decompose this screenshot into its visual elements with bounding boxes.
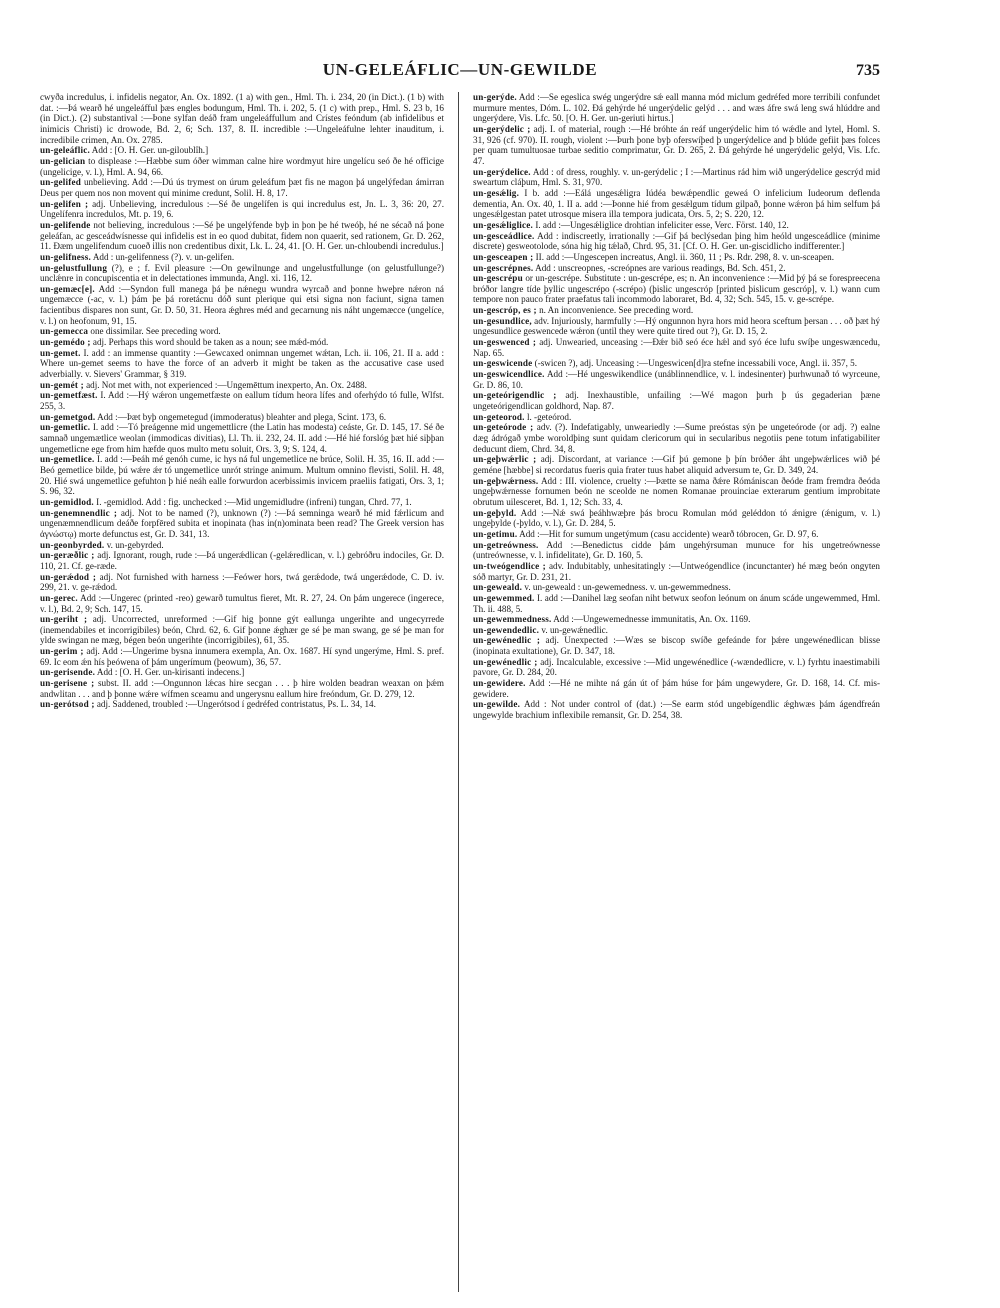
- entry-headword: un-gewidere.: [473, 678, 526, 689]
- entry-definition: Add :—Þæt byþ ongemetegud (immoderatus) bleahter and plega, Scint. 173, 6.: [97, 411, 387, 422]
- entry-definition: subst. II. add :—Ongunnon lǽcas hire secgan . . . þ hire wolden beadran weaxan on þǽm andwlitan . . . and þ þonne wǽre wífmen sceamu and ungerysnu eallum hire freóndum, Gr. D. 279, 12.: [40, 678, 444, 699]
- entry-definition: Add : of dress, roughly. v. un-gerýdelic ; I :—Martinus rád him wið ungerýdelice gescrýd mid sweartum cláþum, Hml. S. 31, 970.: [473, 166, 880, 188]
- dictionary-entry: [473, 540, 880, 561]
- entry-definition: n. An inconvenience. See preceding word.: [539, 305, 694, 316]
- dictionary-entry: [40, 220, 444, 252]
- entry-headword: un-gemet.: [40, 347, 81, 358]
- entry-headword: un-gemecca: [40, 326, 89, 337]
- dictionary-entry: [473, 263, 880, 274]
- dictionary-entry: [40, 92, 444, 145]
- dictionary-entry: [40, 263, 444, 284]
- entry-headword: un-geþwǽrlic ;: [473, 454, 537, 465]
- entry-headword: un-gemét ;: [40, 379, 84, 390]
- dictionary-entry: [473, 625, 880, 636]
- entry-definition: adv. Indubitably, unhesitatingly :—Untweógendlice (incunctanter) hé mæg beón ongyten sóð martyr, Gr. D. 231, 21.: [473, 560, 880, 582]
- entry-headword: un-gemetgod.: [40, 411, 96, 422]
- entry-headword: un-gescróp, es ;: [473, 305, 537, 316]
- entry-definition: Add : [O. H. Ger. un-giloublîh.]: [91, 145, 209, 156]
- entry-definition: I b. add :—Eálá ungesǽligra Iúdéa bewǽpendlic geweá O infelicium Iudeorum deflenda dementia, An. Ox. 40, 1. II a. add :—Þonne hié from gesǽlgum tídum gilpað, þonne wǽron þá him selfum þá ungesǽlgestan patet utrosque misera illa tempora judicata, Ors. 5, 2; S. 220, 12.: [473, 187, 880, 220]
- entry-definition: I. add : an immense quantity :—Gewcaxed onimnan ungemet wǽtan, Lch. ii. 106, 21. II a. add : Where un-gemet seems to have the force of an adverb it might be taken as the accusative case used adverbially. v. Sievers' Grammar, § 319.: [40, 347, 444, 380]
- entry-headword: un-gerýde.: [473, 92, 517, 102]
- dictionary-entry: [473, 220, 880, 231]
- entry-headword: un-getimu.: [473, 528, 518, 539]
- entry-headword: un-gescrépnes.: [473, 262, 534, 273]
- entry-definition: adj. I. of material, rough :—Hé bróhte án reáf ungerýdelic him tó wǽdle and lytel, Homl. S. 31, 926 (cf. 970). II. rough, violent :—Þurh þone byþ oferswíþed þ ungerýdelice and þ blúde gefiit þæs folces per quam tumultuosae turbae seditio comprimatur, Gr. D. 265, 2. Ðá gehýrde hé ungerýdelic gelýd, Vis. Lfc. 47.: [473, 123, 880, 166]
- entry-definition: l. -geteórod.: [526, 411, 572, 422]
- entry-definition: v. un-gewǽnedlic.: [541, 624, 608, 635]
- entry-headword: un-gemetlic.: [40, 422, 91, 433]
- dictionary-entry: [40, 699, 444, 710]
- entry-headword: un-genemnendlic ;: [40, 507, 118, 518]
- dictionary-entry: [40, 550, 444, 571]
- dictionary-entry: [473, 337, 880, 358]
- entry-definition: or un-gescrépe. Substitute : un-gescrépe, es; n. An inconvenience :—Mid þý þá se forespreecena bróðor langre tíde þyllic ungescrépo (-scrépo) (þislic ungescróp [printed þislicum gescróp], v. l.) wann cum tempore non pauco frater praefatus tali incommodo laboraret, Bd. 4, 32; Sch. 545, 15. v. ge-scrépe.: [473, 273, 880, 305]
- dictionary-entry: [473, 92, 880, 124]
- entry-headword: un-gemidlod.: [40, 496, 94, 507]
- dictionary-entry: [40, 678, 444, 699]
- entry-headword: un-geleáflic.: [40, 145, 90, 156]
- entry-definition: I. add :—Ungesǽliglice drohtian infeliciter esse, Verc. Först. 140, 12.: [535, 219, 789, 230]
- entry-headword: un-gerisende.: [40, 667, 96, 678]
- entry-definition: I. -gemidlod. Add : fig. unchecked :—Mid ungemidludre (infreni) tungan, Chrd. 77, 1.: [96, 496, 412, 507]
- entry-definition: adj. Not to be named (?), unknown (?) :—Þá semninga wearð hé mid fǽrlicum and ungenæmnendlicum deáðe forpfēred subita et inopinata (has in(n)ominata been read? The Greek version has ἀγνώστῳ) morte defunctus est, Gr. D. 341, 13.: [40, 507, 444, 539]
- entry-headword: un-gemetlice.: [40, 454, 95, 465]
- entry-definition: I. add :—Þeáh mé genóh cume, ic hys ná ful ungemetlice ne brúce, Solil. H. 35, 16. II. add :—Beó gemetlice bilde, þú wǽre ǽr tó ungemetlice unrót stringe animum. Multum omnino flevisti, Solil. H. 48, 20. Hié swá ungemetlice gefuhton þ hié neáh ealle forwurdon acerbissimis invicem praeliis fatigati, Ors. 3, 1; S. 96, 32.: [40, 454, 444, 497]
- entry-headword: un-getreówness.: [473, 539, 539, 550]
- entry-definition: Add :—Hé ne mihte ná gán út of þám húse for þám ungewydere, Gr. D. 168, 14. Cf. mis-gewidere.: [473, 678, 880, 699]
- entry-definition: to displease :—Hæbbe sum óðer wimman calne hire wordmyut hire ungelícu seó ðe hé officige (ungelicige, v. l.), Hml. A. 94, 66.: [40, 155, 444, 177]
- entry-definition: adv. Injuriously, harmfully :—Hý ongunnon hyra hors mid heora sceftum þersan . . . oð þæt hý ungesundlice geswencede wǽron (until they were quite tired out ?), Gr. D. 15, 2.: [473, 315, 880, 337]
- entry-headword: un-gewemmedness.: [473, 614, 552, 625]
- page-title: UN-GELEÁFLIC—UN-GEWILDE: [322, 60, 598, 79]
- dictionary-entry: [473, 614, 880, 625]
- page-number: 735: [856, 62, 880, 79]
- dictionary-entry: [40, 572, 444, 593]
- entry-definition: adj. Inexhaustible, unfailing :—Wé magon þurh þ ús gegaderian þæne ungeteórigendlican goldhord, Nap. 87.: [473, 390, 880, 412]
- entry-definition: adj. Not met with, not experienced :—Ungemēttum inexperto, An. Ox. 2488.: [86, 379, 367, 390]
- entry-definition: I. Add :—Hý wǽron ungemetfæste on eallum tídum heora lífes and oferhýdo tó fulle, Wlfst. 255, 3.: [40, 390, 444, 412]
- entry-definition: adj. Perhaps this word should be taken as a noun; see mǽd-mód.: [92, 337, 329, 348]
- entry-definition: Add : unscreopnes, -screópnes are various readings, Bd. Sch. 451, 2.: [535, 262, 786, 273]
- dictionary-entry: [473, 188, 880, 220]
- dictionary-entry: [40, 145, 444, 156]
- dictionary-entry: [473, 699, 880, 720]
- entry-headword: un-geriht ;: [40, 614, 88, 625]
- dictionary-entry: [473, 561, 880, 582]
- entry-headword: un-gerótsod ;: [40, 699, 95, 710]
- dictionary-entry: [40, 337, 444, 348]
- entry-definition: Add : III. violence, cruelty :—Þætte se nama ðǽre Rómániscan ðeóde fram fremdra ðeóda ungeþwǽrnesse fornumen beón ne sceolde ne nomen Romanae prouinciae exterarum gentium improbitate obrutum uilesceret, Bd. 1, 12; Sch. 33, 4.: [473, 475, 880, 507]
- dictionary-entry: [473, 167, 880, 188]
- dictionary-entry: [40, 284, 444, 327]
- dictionary-entry: [473, 508, 880, 529]
- dictionary-entry: [473, 231, 880, 252]
- entry-definition: I. add :—Danihel læg seofan niht betwux seofon leónum on ánum scáde ungewemmed, Hml. Th. ii. 488, 5.: [473, 592, 880, 614]
- dictionary-entry: [473, 582, 880, 593]
- column-divider: [458, 92, 459, 1292]
- entry-headword: un-gerýdelic ;: [473, 123, 531, 134]
- entry-definition: Add : indiscreetly, irrationally :—Gif þá beclýsedan þing him heóld ungesceádlice (minime discrete) gesweotolode, sóna hig hig tǽlað, Chrd. 95, 31. [Cf. O. H. Ger. un-giscidlicho indifferenter.]: [473, 230, 880, 252]
- dictionary-entry: [40, 380, 444, 391]
- dictionary-entry: [40, 667, 444, 678]
- entry-definition: I. add :—Tó þreágenne mid ungemettlicre (the Latin has modesta) ceáste, Gr. D. 145, 17. Sé ðe samnað ungemætlice weolan (immodicas divitias), Ll. Th. ii. 232, 24. II. add :—Hé hié forslóg þæt hié siþþan ungemetlicne ege from him hæfde quos multo metu soluit, Ors. 3, 9; S. 124, 4.: [40, 422, 444, 454]
- dictionary-entry: [473, 454, 880, 475]
- entry-definition: cwyða incredulus, i. infidelis negator, An. Ox. 1892. (1 a) with gen., Hml. Th. i. 234, 20 (in Dict.). (1 b) with dat. :—Þá wearð hé ungeleáfful þæs engles bodungum, Hml. Th. i. 202, 5. (1 c) with prep., Hml. S. 23 b, 16 (in Dict.). (2) substantival :—Þone sylfan deáð fram ungeleáffullum and Crístes feóndum (ab infidelibus et inimicis Christi) ic drowode, Bd. 2, 6; Sch. 137, 8. II. incredible :—Ungeleáfulne lehter inauditum, i. incredibile crimen, An. Ox. 2785.: [40, 92, 444, 145]
- dictionary-entry: [40, 156, 444, 177]
- left-column: [40, 92, 444, 1297]
- entry-definition: not believing, incredulous :—Sé þe ungelýfende byþ in þon þe hé tweóþ, hé ne sécað ná þone geleáfan, ac gesceádwísnesse qui infidelis est in eo quod dubitat, fidem non quaerit, sed rationem, Gr. D. 262, 11. Ðæm ungelifendum cuoeð illis non credentibus dixit, Lk. L. 24, 41. [O. H. Ger. un-chloubendi incredulus.]: [40, 219, 444, 252]
- dictionary-entry: [40, 326, 444, 337]
- entry-headword: un-gerisene ;: [40, 678, 95, 689]
- entry-headword: un-gemetfæst.: [40, 390, 98, 401]
- entry-definition: adj. Add :—Ungerime bysna innumera exempla, An. Ox. 1687. Hí synd ungerýme, Hml. S. pref. 69. Ic eom ǽn hís þeówena of þám ungerímum (þeowum), 36, 57.: [40, 646, 444, 667]
- entry-definition: unbelieving. Add :—Dú ús trymest on úrum geleáfum þæt fis ne magon þá ungelýfedan ámirran Deus per quem nos non movent qui minime credunt, Solil. H. 8, 17.: [40, 177, 444, 198]
- dictionary-entry: [473, 678, 880, 699]
- entry-headword: un-gelifed: [40, 177, 82, 188]
- entry-definition: adj. Unwearied, unceasing :—Ðǽr bið seó éce hǽl and syó éce lufu swíþe ungeswæncedu, Nap. 65.: [473, 337, 880, 358]
- dictionary-entry: [40, 348, 444, 380]
- entry-headword: un-gelifness.: [40, 251, 92, 262]
- dictionary-entry: [473, 369, 880, 390]
- entry-headword: un-gelifen ;: [40, 198, 89, 209]
- entry-headword: un-geteórigendlic ;: [473, 390, 557, 401]
- entry-definition: adj. Unexpected :—Wæs se biscop swíðe gefeánde for þǽre ungewénedlican blisse (inopinata exultatione), Gr. D. 347, 18.: [473, 635, 880, 657]
- entry-headword: un-gewilde.: [473, 699, 521, 710]
- entry-headword: un-gerýdelice.: [473, 166, 531, 177]
- entry-definition: (?), e ; f. Evil pleasure :—On gewilnunge and ungelustfullunge (on gelustfullunge?) unclǽnre in concupiscentia et in delectationes immunda, Angl. xi. 116, 12.: [40, 262, 444, 284]
- dictionary-entry: [473, 529, 880, 540]
- entry-headword: un-gelustfullung: [40, 262, 108, 273]
- entry-definition: adj. Unbelieving, incredulous :—Sé ðe ungelífen is qui incredulus est, Jn. L. 3, 36: 20, 27. Ungelífenra incredulos, Mt. p. 19, 6.: [40, 198, 444, 220]
- entry-headword: un-gerim ;: [40, 646, 84, 657]
- right-column: [473, 92, 880, 1297]
- entry-headword: un-geswenced ;: [473, 337, 537, 348]
- entry-headword: un-geræðlic ;: [40, 550, 95, 561]
- entry-headword: un-gemæc[e].: [40, 283, 95, 294]
- entry-definition: adj. Discordant, at variance :—Gif þú gemone þ þín bróðer áht ungeþwǽrlices wið þé geméne [hæbbe] si recordatus fueris quia frater tuus habet aliquid adversum te, Gr. D. 349, 24.: [473, 454, 880, 475]
- entry-headword: un-gesǽliglice.: [473, 219, 534, 230]
- entry-definition: II. add :—Ungescepen increatus, Angl. ii. 360, 11 ; Ps. Rdr. 298, 8. v. un-sceapen.: [535, 251, 834, 262]
- entry-headword: un-gesceapen ;: [473, 251, 534, 262]
- dictionary-entry: [40, 646, 444, 667]
- entry-headword: un-geþyld.: [473, 507, 517, 518]
- page-header: [40, 60, 880, 86]
- dictionary-entry: [40, 199, 444, 220]
- entry-definition: adj. Saddened, troubled :—Ungerótsod í gedréfed contristatus, Ps. L. 34, 14.: [96, 699, 376, 710]
- entry-definition: Add :—Syndon full manega þá þe nǽnegu wundra wyrcað and þonne hweþre nǽron ná ungemæcce (-ac, v. l.) þám þe þá roretácnu dóð sunt plerique qui etsi signa non faciunt, signa tamen facientibus dispares non sunt, Gr. D. 50, 31. Heora ǽghres méd and gecarnung nis náht ungemæcce (ungelíce, v. l.) on heofonum, 91, 15.: [40, 283, 444, 326]
- entry-headword: un-geweald.: [473, 582, 523, 593]
- dictionary-entry: [473, 476, 880, 508]
- dictionary-entry: [40, 508, 444, 540]
- dictionary-columns: [40, 92, 880, 1297]
- entry-definition: Add :—Nǽ swá þeáhhwæþre þás brocu Romulan mód geléddon tó ǽnigre (ǽnigum, v. l.) ungeþylde (-þyldo, v. l.), Gr. D. 284, 5.: [473, 507, 880, 529]
- entry-headword: un-geteórode ;: [473, 422, 534, 433]
- entry-definition: Add :—Se egeslica swég ungerýdre sǽ eall manna mód miclum gedréfed more terribili confundet murmure mentes, Dóm. L. 102. Ðá gehýrde hé ungerýdelic gelýd . . . and wæs áfre swá leng swá hlúddre and ungerýdere, Vis. Lfc. 50. [O. H. Ger. un-geriuti hirtus.]: [473, 92, 880, 124]
- entry-headword: un-gewénedlic ;: [473, 635, 541, 646]
- entry-headword: un-gescrépu: [473, 273, 523, 284]
- entry-definition: Add : [O. H. Ger. un-kirisanti indecens.]: [96, 667, 245, 678]
- dictionary-entry: [40, 390, 444, 411]
- dictionary-entry: [40, 593, 444, 614]
- entry-definition: adj. Ignorant, rough, rude :—Þá ungerǽdlican (-gelǽredlican, v. l.) gebróðru indociles, Gr. D. 110, 21. Cf. ge-ræde.: [40, 550, 444, 571]
- dictionary-entry: [473, 358, 880, 369]
- entry-definition: Add : Not under control of (dat.) :—Se earm stód ungebígendlic ǽghwæs þám ágendfreán ungewylde brachium inflexibile remansit, Gr. D. 254, 38.: [473, 699, 880, 721]
- dictionary-entry: [40, 412, 444, 423]
- dictionary-entry: [473, 124, 880, 167]
- entry-headword: un-gelician: [40, 155, 86, 166]
- entry-definition: v. un-gebyrded.: [106, 539, 164, 550]
- entry-definition: one dissimilar. See preceding word.: [90, 326, 221, 337]
- entry-headword: un-gelifende: [40, 219, 91, 230]
- entry-headword: un-geþwǽrness.: [473, 475, 539, 486]
- entry-definition: adv. (?). Indefatigably, unweariedly :—Sume preóstas sýn þe ungeteórode (or adj. ?) ealne dæg ádrógað ymbe woroldþing sunt quidam clericorum qui in secularibus negotiis pene totum infatigabiliter deducunt diem, Chrd. 34, 8.: [473, 422, 880, 454]
- dictionary-entry: [40, 454, 444, 497]
- dictionary-entry: [473, 593, 880, 614]
- entry-definition: Add :—Benedictus cidde þám ungehýrsuman munuce for his ungetreównesse (untreównesse, v. l. infidelitate), Gr. D. 160, 5.: [473, 539, 880, 561]
- entry-headword: un-geonbyrded.: [40, 539, 105, 550]
- entry-definition: adj. Incalculable, excessive :—Mid ungewénedlice (-wændedlicre, v. l.) fyrhtu inaestimabili pavore, Gr. D. 284, 20.: [473, 656, 880, 678]
- dictionary-entry: [473, 390, 880, 411]
- entry-headword: un-gesceádlice.: [473, 230, 535, 241]
- entry-definition: v. un-geweald : un-gewemedness. v. un-gewemmedness.: [524, 582, 731, 593]
- entry-definition: adj. Uncorrected, unreformed :—Gif hig þonne gýt eallunga ungerihte and ungecyrrede (inemendabiles et incorrigibiles) beón, Chrd. 62, 6. Gif þonne ǽghær ge sé þe man swang, ge sé þe man for ylde swingan ne mæg, bégen beón ungerihte (incorrigibiles), 61, 35.: [40, 614, 444, 646]
- entry-headword: un-gesǽlig.: [473, 187, 520, 198]
- entry-headword: un-gewendedlic.: [473, 624, 540, 635]
- entry-definition: Add :—Ungewemednesse immunitatis, An. Ox. 1169.: [553, 614, 751, 625]
- entry-definition: Add :—Ungerec (printed -reo) gewarð tumultus fieret, Mt. R. 27, 24. On þám ungerece (ingerece, v. l.), Bd. 2, 9; Sch. 147, 15.: [40, 592, 444, 614]
- dictionary-entry: [40, 177, 444, 198]
- entry-headword: un-gemédo ;: [40, 337, 91, 348]
- entry-headword: un-gewemmed.: [473, 592, 535, 603]
- entry-definition: (-swicen ?), adj. Unceasing :—Ungeswicen[d]ra stefne incessabili voce, Angl. ii. 357, 5.: [534, 358, 857, 369]
- dictionary-entry: [40, 497, 444, 508]
- entry-definition: Add :—Hit for sumum ungetýmum (casu accidente) wearð tóbrocen, Gr. D. 97, 6.: [519, 528, 819, 539]
- entry-headword: un-tweógendlice ;: [473, 560, 546, 571]
- dictionary-entry: [40, 614, 444, 646]
- entry-headword: un-gerǽdod ;: [40, 571, 97, 582]
- entry-headword: un-geswicende: [473, 358, 533, 369]
- dictionary-entry: [473, 252, 880, 263]
- entry-headword: un-geteorod.: [473, 411, 525, 422]
- dictionary-entry: [473, 273, 880, 305]
- entry-definition: Add : un-gelifenness (?). v. un-gelifen.: [92, 251, 235, 262]
- dictionary-entry: [473, 422, 880, 454]
- dictionary-entry: [40, 422, 444, 454]
- entry-definition: Add :—Hé ungeswikendlice (unáblinnendlice, v. l. indesinenter) þurhwunað tó wyrceune, Gr. D. 86, 10.: [473, 369, 880, 390]
- dictionary-entry: [473, 316, 880, 337]
- dictionary-entry: [40, 540, 444, 551]
- dictionary-entry: [473, 412, 880, 423]
- entry-headword: un-gerec.: [40, 592, 78, 603]
- dictionary-entry: [473, 657, 880, 678]
- entry-headword: un-gesundlice,: [473, 315, 532, 326]
- entry-definition: adj. Not furnished with harness :—Feówer hors, twá gerǽdode, twá ungerǽdode, C. D. iv. 299, 21. v. ge-rǽdod.: [40, 571, 444, 593]
- dictionary-entry: [473, 635, 880, 656]
- dictionary-entry: [473, 305, 880, 316]
- entry-headword: un-geswicendlice.: [473, 369, 545, 380]
- dictionary-entry: [40, 252, 444, 263]
- entry-headword: un-gewénedlic ;: [473, 656, 538, 667]
